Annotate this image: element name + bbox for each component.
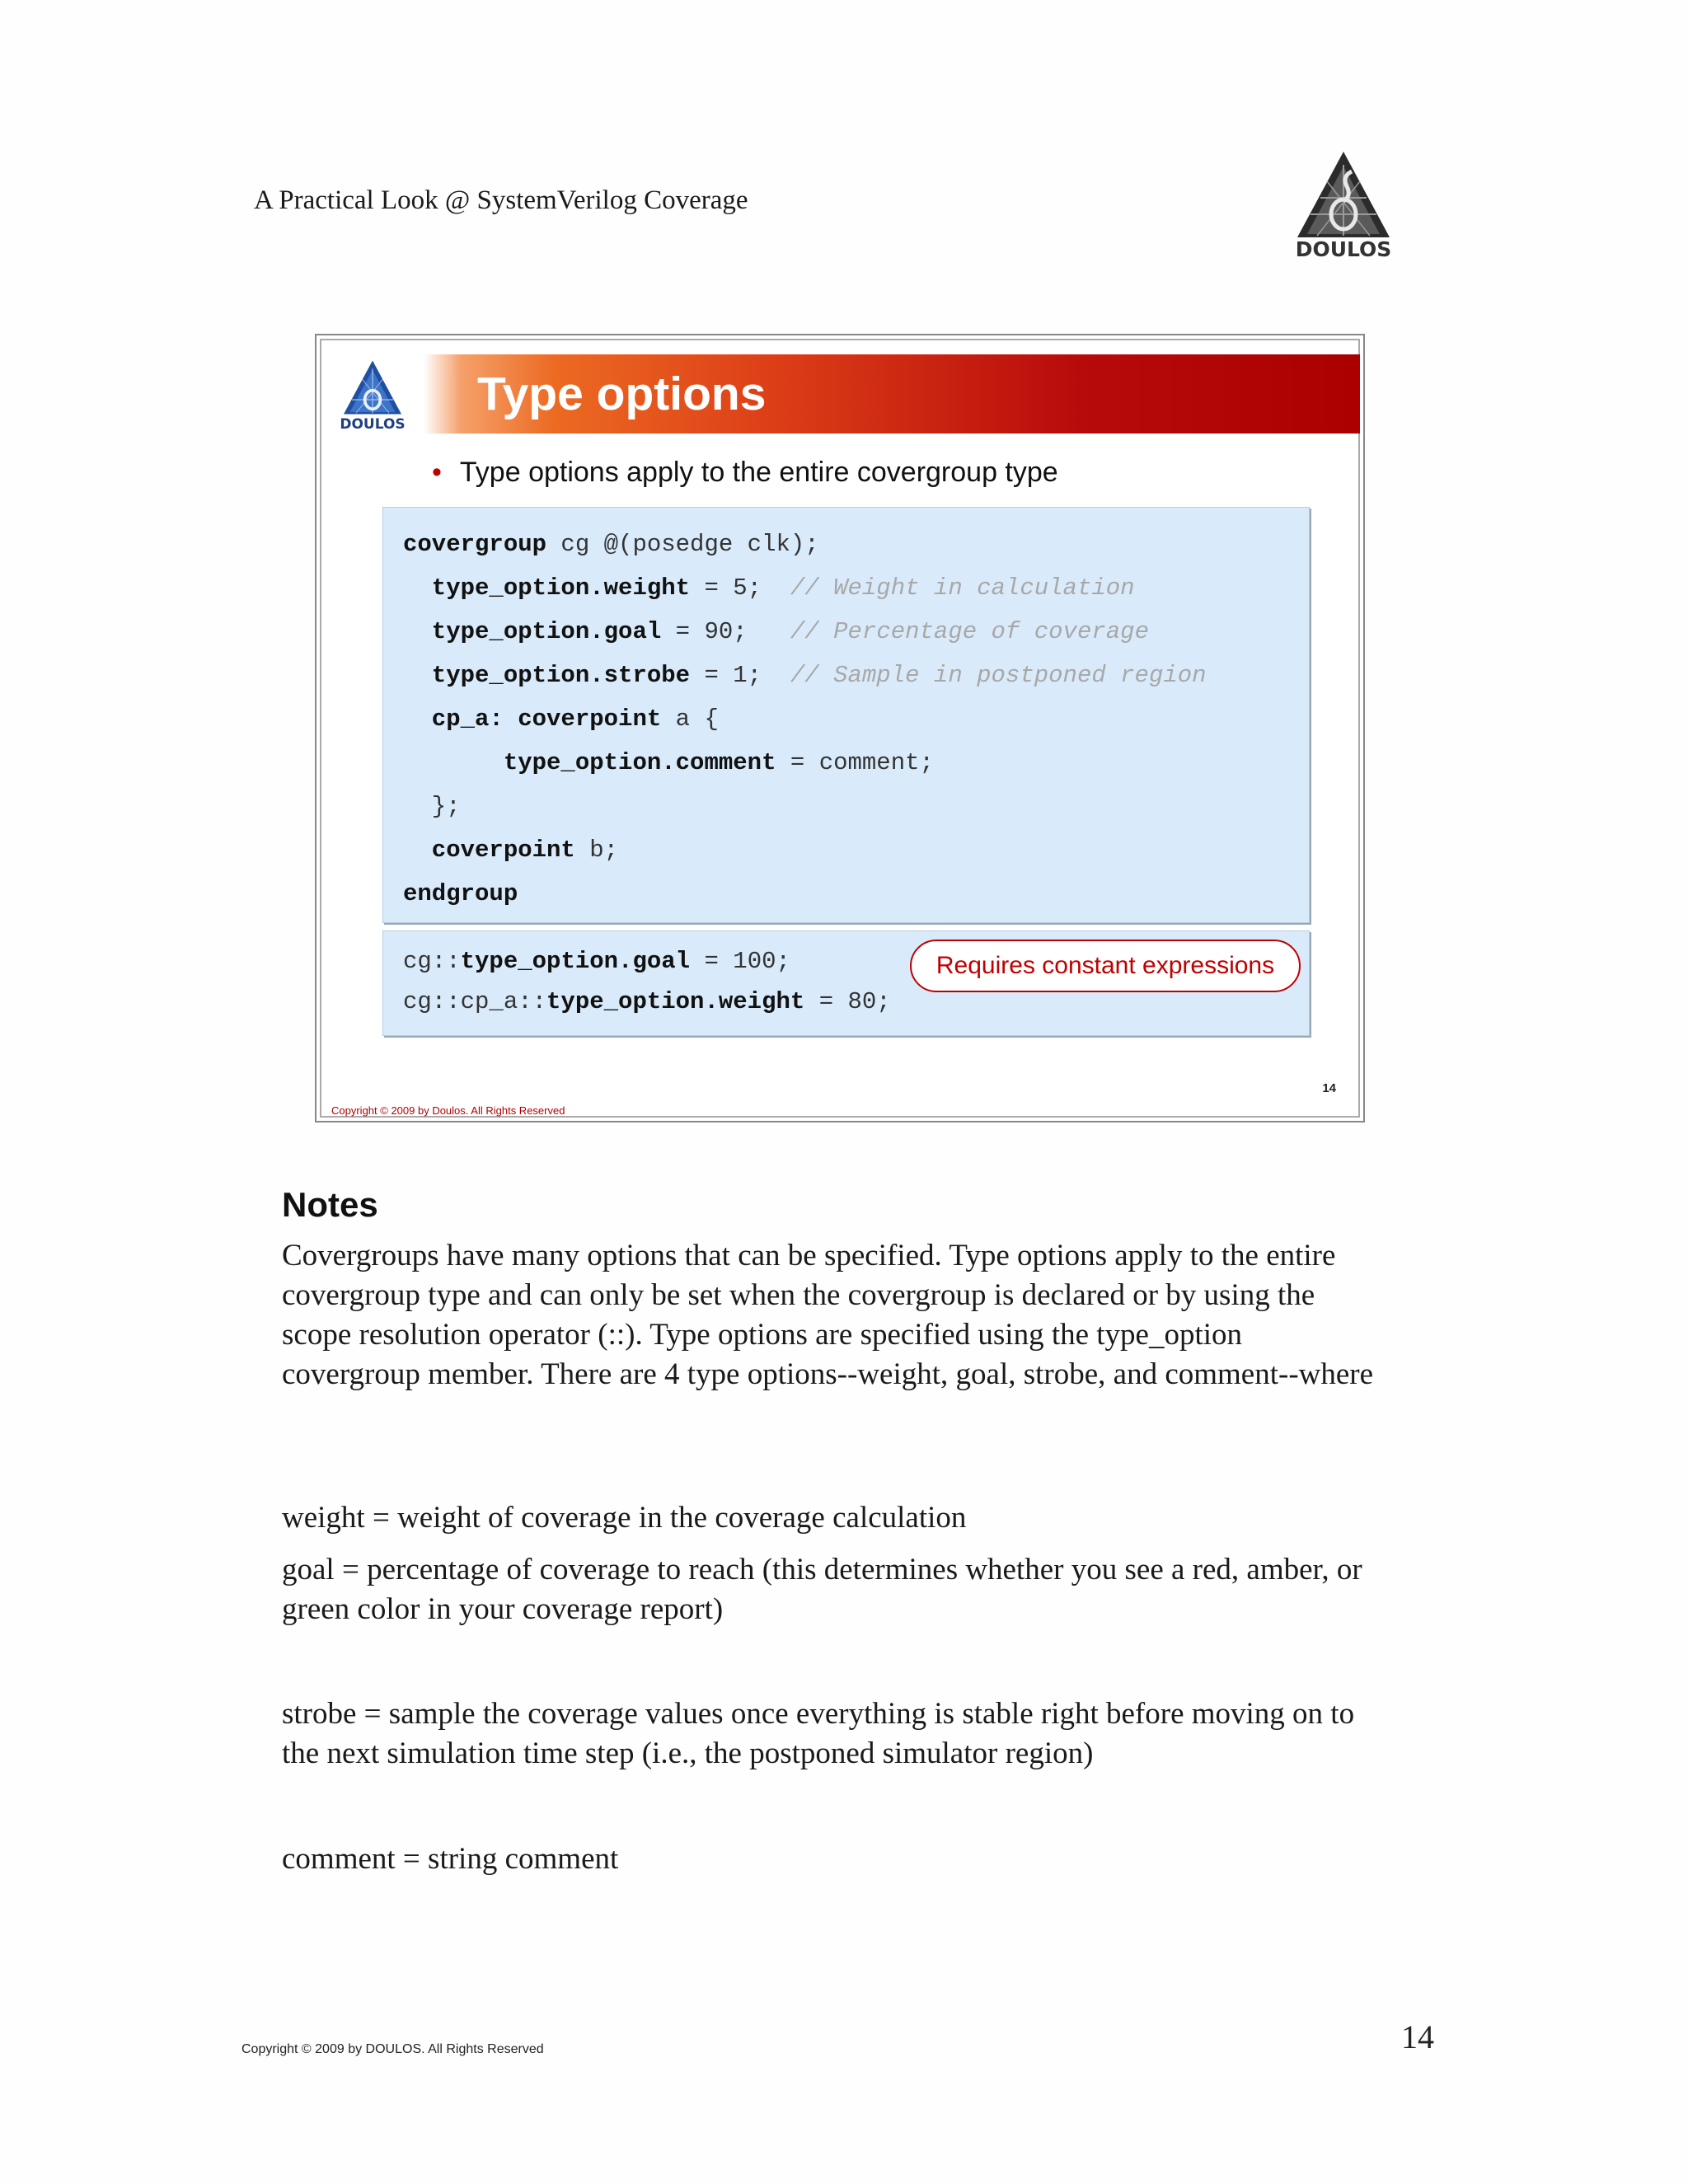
- code-comment: // Percentage of coverage: [790, 618, 1149, 645]
- notes-strobe-paragraph: strobe = sample the coverage values once everything is stable right before moving on to the next simulation time step (i.e., the postponed simulator region): [282, 1697, 1355, 1770]
- footer-page-number: 14: [1401, 2018, 1434, 2055]
- document-header-title: A Practical Look @ SystemVerilog Coverage: [254, 185, 748, 215]
- code-text: = 100;: [690, 948, 790, 975]
- doulos-logo-text: DOULOS: [1295, 237, 1392, 261]
- code-keyword: cp_a: coverpoint: [403, 705, 662, 733]
- footer-copyright: Copyright © 2009 by DOULOS. All Rights Reserved: [241, 2042, 544, 2056]
- slide-copyright: Copyright © 2009 by Doulos. All Rights Reserved: [331, 1104, 565, 1117]
- code-line: [403, 610, 1207, 654]
- notes-goal-paragraph: goal = percentage of coverage to reach (this determines whether you see a red, amber, or green color in your coverage report): [282, 1553, 1362, 1626]
- code-line: [403, 697, 1207, 741]
- code-line: [403, 523, 1207, 566]
- code-text: = 80;: [804, 988, 891, 1015]
- code-keyword: type_option.goal: [403, 618, 662, 645]
- slide-frame: [315, 334, 1365, 1122]
- code-block-covergroup: [382, 507, 1310, 923]
- doulos-logo: [1294, 148, 1393, 268]
- slide-doulos-logo-icon: [340, 359, 406, 416]
- slide-doulos-logo: [340, 359, 406, 437]
- code-text: cg::cp_a::: [403, 988, 547, 1015]
- slide-title: Type options: [477, 368, 767, 420]
- code-keyword: type_option.weight: [546, 988, 805, 1015]
- notes-intro-paragraph: Covergroups have many options that can be specified. Type options apply to the entire covergroup type and can only be set when the covergroup is declared or by using the scope resolution operator (::). Type options are specified using the type_option covergroup member. There are 4 type options--weight, goal, strobe, and comment--where: [282, 1239, 1374, 1391]
- code-line: [403, 941, 891, 982]
- code-keyword: type_option.goal: [460, 948, 691, 975]
- callout-constant-expressions: Requires constant expressions: [910, 940, 1301, 992]
- code-lines: [403, 523, 1207, 916]
- code-keyword: type_option.comment: [403, 749, 776, 776]
- code-line: [403, 654, 1207, 697]
- code-line: [403, 566, 1207, 610]
- code-keyword: type_option.strobe: [403, 662, 691, 689]
- code-text: cg::: [403, 948, 461, 975]
- code-line: [403, 785, 1207, 828]
- code-keyword: type_option.weight: [403, 574, 691, 602]
- bullet-dot-icon: •: [432, 457, 442, 488]
- code-text: = 90;: [661, 618, 790, 645]
- notes-comment-paragraph: comment = string comment: [282, 1842, 619, 1876]
- code-text: b;: [574, 837, 619, 864]
- code-text: = comment;: [776, 749, 934, 776]
- code-text: };: [403, 793, 461, 820]
- code-keyword: coverpoint: [403, 837, 575, 864]
- code-text: a {: [661, 705, 719, 733]
- slide-doulos-logo-text: DOULOS: [340, 416, 406, 433]
- notes-heading: Notes: [282, 1185, 378, 1224]
- code-line: [403, 872, 1207, 916]
- notes-weight-paragraph: weight = weight of coverage in the coverage calculation: [282, 1501, 967, 1535]
- slide-bullet: [432, 457, 1058, 489]
- code-lines-secondary: [403, 941, 891, 1022]
- code-comment: // Sample in postponed region: [790, 662, 1207, 689]
- code-line: [403, 982, 891, 1022]
- code-keyword: covergroup: [403, 531, 547, 558]
- code-comment: // Weight in calculation: [790, 574, 1135, 602]
- slide-bullet-text: Type options apply to the entire covergroup type: [459, 457, 1058, 488]
- code-line: [403, 741, 1207, 785]
- code-text: = 5;: [690, 574, 790, 602]
- code-text: = 1;: [690, 662, 790, 689]
- doulos-logo-icon: [1294, 148, 1393, 241]
- code-line: [403, 828, 1207, 872]
- slide-number: 14: [1322, 1081, 1336, 1095]
- code-keyword: endgroup: [403, 880, 518, 907]
- code-text: cg @(posedge clk);: [546, 531, 819, 558]
